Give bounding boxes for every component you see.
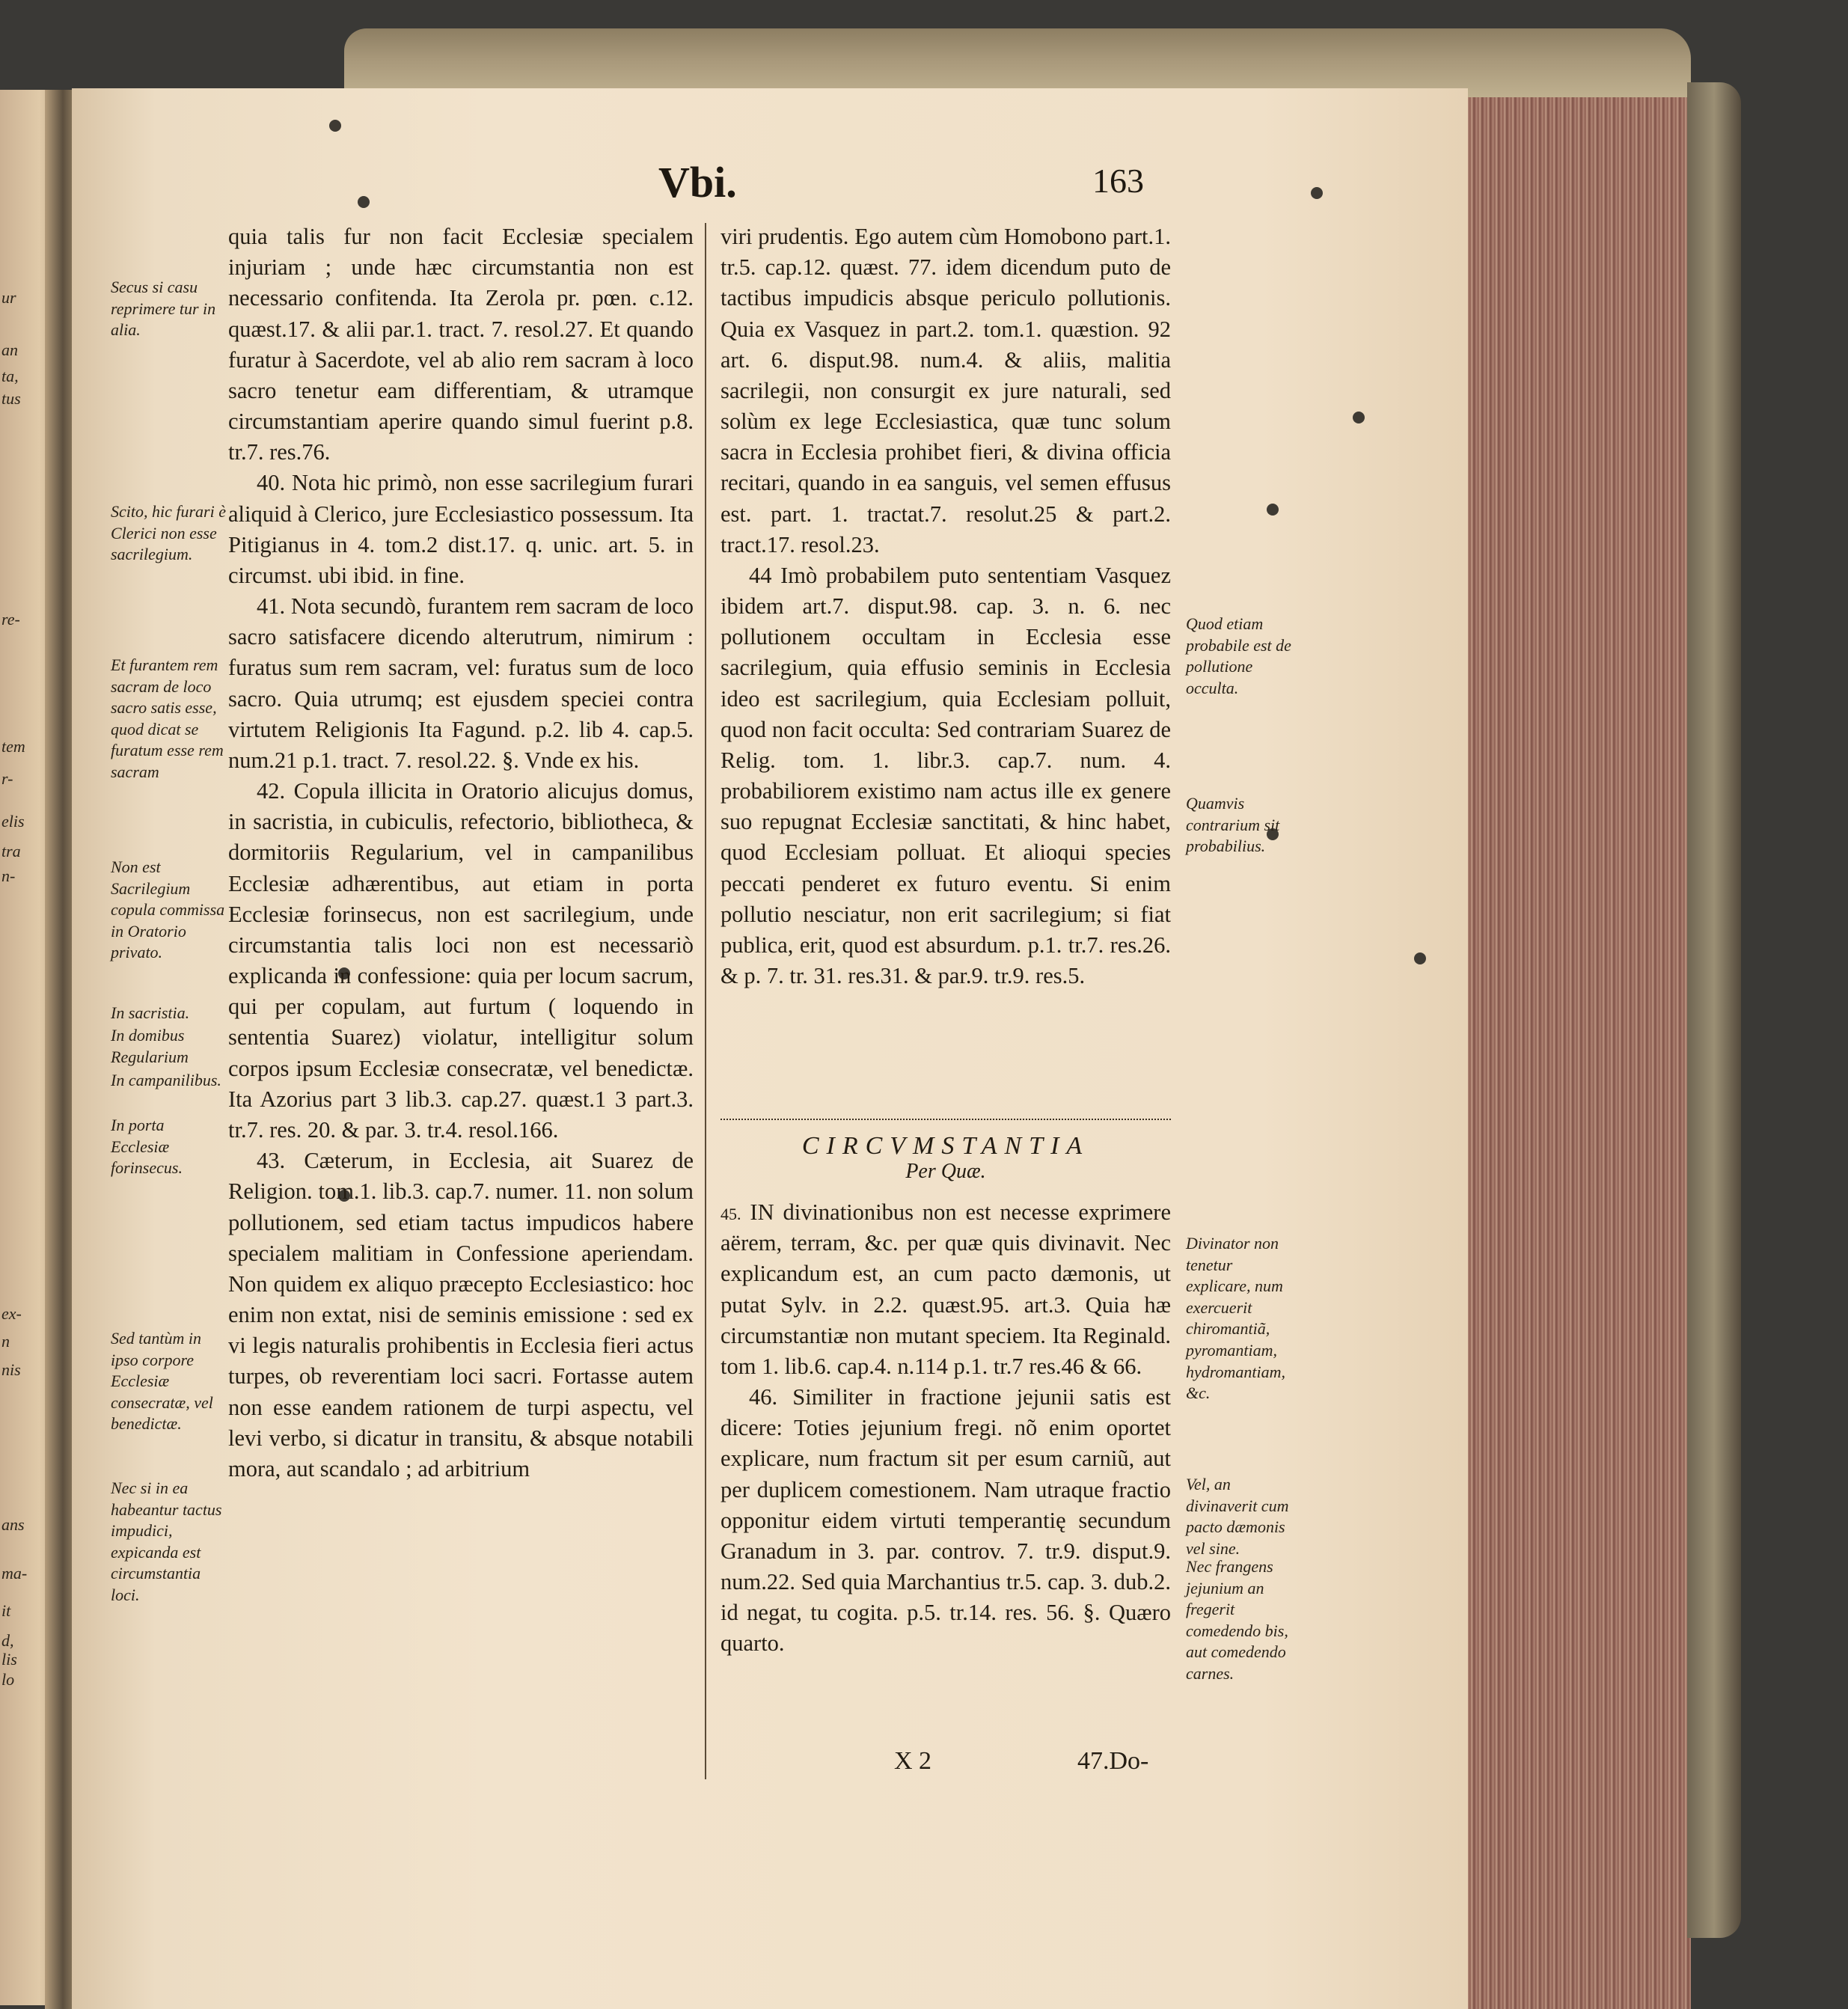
section-title: CIRCVMSTANTIA	[801, 1132, 1090, 1160]
left-fragment: it	[1, 1601, 11, 1620]
margin-note: Et furantem rem sacram de loco sacro satis esse, quod dicat se furatum esse rem sacram	[111, 655, 224, 781]
left-fragment: n	[1, 1332, 10, 1351]
margin-note: In sacristia.	[111, 1003, 190, 1022]
left-fragment: ma-	[1, 1564, 28, 1583]
signature-mark: X 2	[894, 1747, 932, 1775]
margin-note: Nec si in ea habeantur tactus impudici, expicanda est circumstantia loci.	[111, 1479, 222, 1604]
gutter	[45, 90, 75, 2009]
left-fragment: r-	[1, 769, 13, 788]
left-fragment: elis	[1, 812, 25, 831]
section-subtitle: Per Quæ.	[905, 1160, 986, 1183]
book-top-edge	[344, 28, 1691, 97]
left-fragment: n-	[1, 866, 16, 885]
left-fragment: ans	[1, 1515, 25, 1534]
margin-note: Nec frangens jejunium an fregerit comedendo bis, aut comedendo carnes.	[1186, 1557, 1288, 1683]
paragraph: 44 Imò probabilem puto sententiam Vasquez ibidem art.7. disput.98. cap. 3. n. 6. nec pollutionem occultam in Ecclesia esse sacrilegium, quia effusio seminis in Ecclesia ideo est sacrilegium, quia Ecclesiam polluit, quod non facit occulta: Sed contrariam Suarez de Relig. tom. 1. libr.3. cap.7. num. 4. probabiliorem existimo nam actus ille ex genere suo repugnat Ecclesiæ sanctitati, & hinc habet, quod Ecclesiam polluat. Et alioqui species peccati penderet ex futuro eventu. Si enim pollutio nesciatur, non erit sacrilegium; si fiat publica, erit, quod est absurdum. p.1. tr.7. res.26. & p. 7. tr. 31. res.31. & par.9. tr.9. res.5.	[720, 562, 1171, 989]
margin-note: Sed tantùm in ipso corpore Ecclesiæ consecratæ, vel benedictæ.	[111, 1329, 213, 1434]
paragraph: 43. Cæterum, in Ecclesia, ait Suarez de Religion. tom.1. lib.3. cap.7. numer. 11. non solum pollutionem, sed etiam tactus impudicos habere specialem malitiam in Confessione aperiendam. Non quidem ex aliquo præcepto Ecclesiastico: hoc enim non extat, nisi de seminis emissione : sed ex vi legis naturalis prohibentis in Ecclesia fieri actus turpes, ob reverentiam loci sacri. Fortasse autem non esse eandem rationem de turpi aspectu, vel levi verbo, si dicatur in transitu, & absque notabili mora, aut scandalo ; ad arbitrium	[228, 1148, 694, 1481]
paragraph-number: 45.	[720, 1205, 741, 1223]
left-fragment: nis	[1, 1360, 21, 1379]
worm-hole	[1311, 187, 1323, 199]
margin-note: Vel, an divinaverit cum pacto dæmonis vel sine.	[1186, 1475, 1289, 1558]
margin-note: Quod etiam probabile est de pollutione occulta.	[1186, 614, 1291, 697]
left-fragment: tem	[1, 737, 25, 756]
margin-note: In porta Ecclesiæ forinsecus.	[111, 1116, 183, 1178]
left-fragment: tra	[1, 842, 21, 860]
paragraph: 42. Copula illicita in Oratorio alicujus domus, in sacristia, in cubiculis, refectorio, bibliotheca, & dormitoriis Regularium, vel in campanilibus Ecclesiæ adhærentibus, aut etiam in porta Ecclesiæ forinsecus, non est sacrilegium, unde circumstantia talis loci non est necessariò explicanda in confessione: quia per locum sacrum, qui per copulam, aut furtum ( loquendo in sententia Suarez) violatur, intelligitur solum corpos ipsum Ecclesiæ consecratæ, vel benedictæ. Ita Azorius part 3 lib.3. cap.27. quæst.1 3 part.3. tr.7. res. 20. & par. 3. tr.4. resol.166.	[228, 778, 694, 1143]
worm-hole	[1267, 504, 1279, 516]
left-column	[228, 221, 694, 1484]
paragraph: viri prudentis. Ego autem cùm Homobono part.1. tr.5. cap.12. quæst. 77. idem dicendum puto de tactibus impudicis absque periculo pollutionis. Quia ex Vasquez in part.2. tom.1. quæstion. 92 art. 6. disput.98. num.4. & aliis, malitia sacrilegii, non consurgit ex jure naturali, sed solùm ex lege Ecclesiastica, quæ tunc solum sacra in Ecclesia prohibet fieri, & divina officia recitari, quando in ea sanguis, vel semen effusus est. part. 1. tractat.7. resolut.25 & part.2. tract.17. resol.23.	[720, 224, 1171, 557]
margin-note: Non est Sacrilegium copula commissa in Oratorio privato.	[111, 857, 225, 962]
margin-note: Quamvis contrarium sit probabilius.	[1186, 794, 1280, 856]
left-fragment: d,	[1, 1631, 14, 1650]
right-column-lower	[720, 1197, 1171, 1660]
cover-edge	[1687, 82, 1741, 1938]
left-fragment: re-	[1, 610, 20, 629]
worm-hole	[329, 120, 341, 132]
margin-note: In campanilibus.	[111, 1071, 221, 1089]
ornamental-rule	[720, 1119, 1171, 1122]
margin-note: Divinator non tenetur explicare, num exercuerit chiromantiã, pyromantiam, hydromantiam, &c.	[1186, 1234, 1286, 1403]
running-head: Vbi.	[658, 158, 737, 207]
worm-hole	[358, 196, 370, 208]
paragraph: 40. Nota hic primò, non esse sacrilegium furari aliquid à Clerico, jure Ecclesiastico possessum. Ita Pitigianus in 4. tom.2 dist.17. q. unic. art. 5. in circumst. ubi ibid. in fine.	[228, 470, 694, 588]
paragraph: 41. Nota secundò, furantem rem sacram de loco sacro satisfacere dicendo alterutrum, nimirum : furatus sum rem sacram, vel: furatus sum de loco sacro. Quia utrumq; est ejusdem speciei contra virtutem Religionis Ita Fagund. p.2. lib 4. cap.5. num.21 p.1. tract. 7. resol.22. §. Vnde ex his.	[228, 593, 694, 773]
left-fragment: ur	[1, 288, 16, 307]
page-number: 163	[1092, 162, 1144, 200]
section-heading	[720, 1119, 1171, 1186]
margin-note: Scito, hic furari è Clerici non esse sacrilegium.	[111, 502, 226, 564]
left-fragment: an	[1, 340, 18, 359]
left-fragment: ta,	[1, 367, 19, 385]
worm-hole	[1414, 952, 1426, 964]
left-fragment: lo	[1, 1670, 15, 1689]
worm-hole	[1353, 412, 1365, 423]
margin-note: Secus si casu reprimere tur in alia.	[111, 278, 216, 340]
paragraph: 46. Similiter in fractione jejunii satis est dicere: Toties jejunium fregi. nõ enim oportet explicare, num fractum sit per esum carniũ, aut per duplicem comestionem. Nam utraque fractio opponitur eidem virtuti temperantię secundum Granadum in 3. par. controv. 7. tr.9. disput.9. num.22. Sed quia Marchantius tr.5. cap. 3. dub.2. id negat, tu cogita. p.5. tr.14. res. 56. §. Quæro quarto.	[720, 1384, 1171, 1657]
left-fragment: lis	[1, 1650, 17, 1669]
margin-note: In domibus Regularium	[111, 1026, 189, 1066]
left-fragment: ex-	[1, 1304, 22, 1323]
page-fore-edge	[1468, 97, 1691, 2009]
column-divider	[705, 223, 706, 1779]
right-column	[720, 221, 1171, 991]
catchword: 47.Do-	[1077, 1747, 1149, 1775]
paragraph-45	[720, 1197, 1171, 1382]
left-fragment: tus	[1, 389, 21, 408]
paragraph-text: IN divinationibus non est necesse exprimere aërem, terram, &c. per quæ quis divinavit. Nec explicandum est, an cum pacto dæmonis, ut putat Sylv. in 2.2. quæst.95. art.3. Quia hæ circumstantiæ non mutant speciem. Ita Reginald. tom 1. lib.6. cap.4. n.114 p.1. tr.7 res.46 & 66.	[720, 1199, 1171, 1379]
paragraph: quia talis fur non facit Ecclesiæ specialem injuriam ; unde hæc circumstantia non est necessario confitenda. Ita Zerola pr. pœn. c.12. quæst.17. & alii par.1. tract. 7. resol.27. Et quando furatur à Sacerdote, vel ab alio rem sacram à loco sacro tenetur eam differentiam, & utramque circumstantiam aperire quando simul fuerint p.8. tr.7. res.76.	[228, 224, 694, 465]
